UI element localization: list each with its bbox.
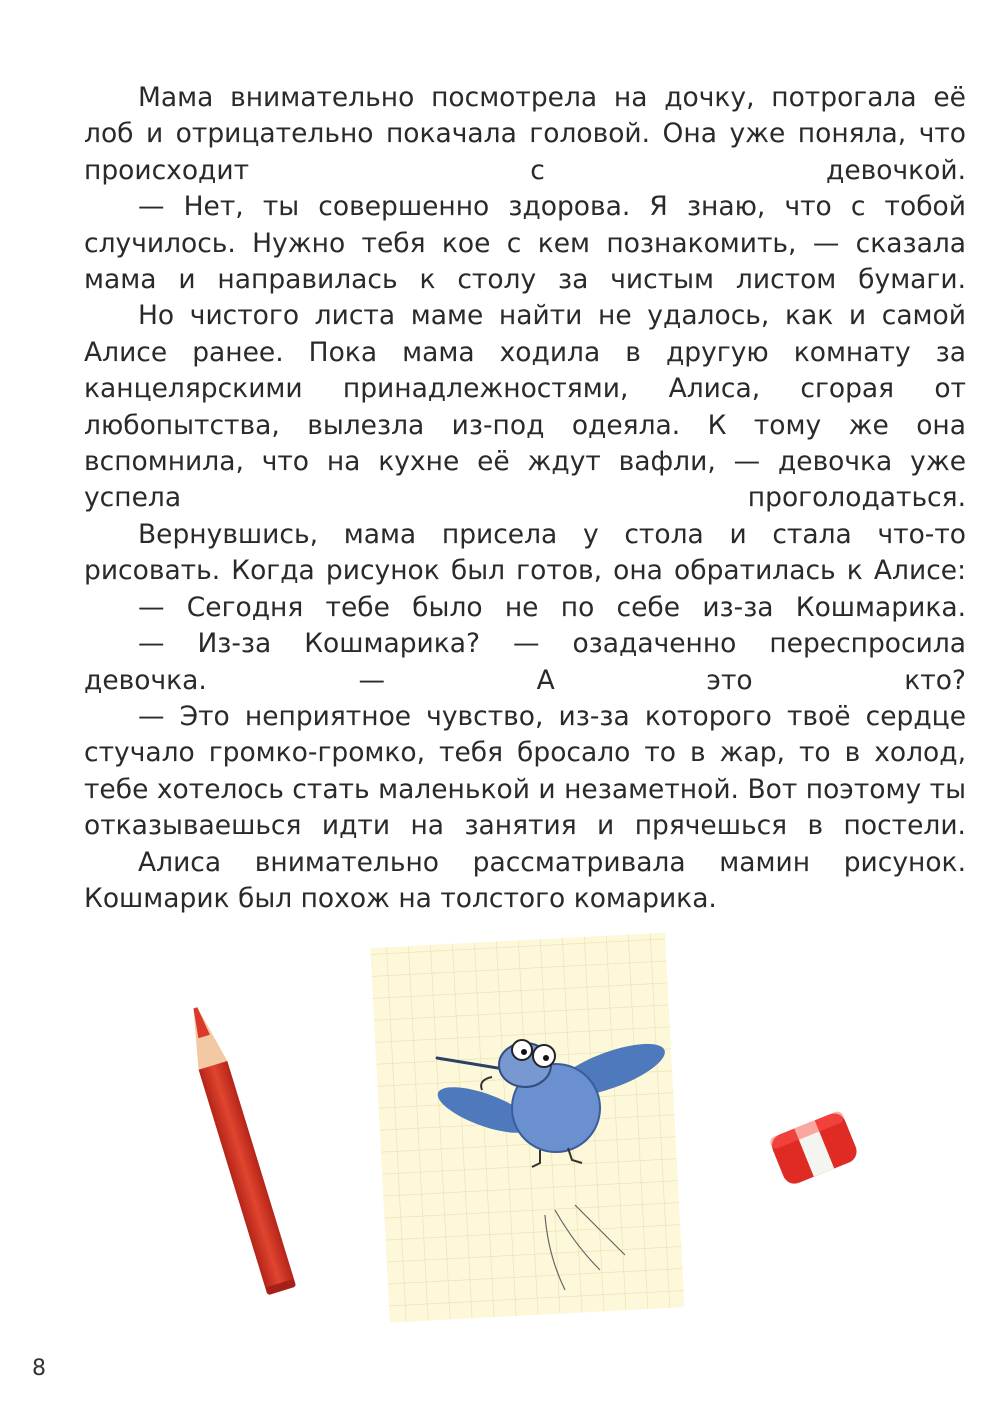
red-pencil-icon <box>181 1003 296 1295</box>
illustration <box>0 900 1000 1360</box>
paragraph: — Нет, ты совершенно здорова. Я знаю, что с тобой случилось. Нужно тебя кое с кем познакомить, — сказала мама и направилась к столу за чистым листом бумаги. <box>84 191 966 296</box>
paragraph: Вернувшись, мама присела у стола и стала что-то рисовать. Когда рисунок был готов, она обратилась к Алисе: <box>84 518 966 587</box>
paragraph: — Сегодня тебе было не по себе из-за Кошмарика. <box>138 591 966 623</box>
eraser-icon <box>768 1110 860 1187</box>
story-text <box>84 80 966 917</box>
paragraph: Но чистого листа маме найти не удалось, как и самой Алисе ранее. Пока мама ходила в другую комнату за канцелярскими принадлежностями, Алиса, сгорая от любопытства, вылезла из-под одеяла. К тому же она вспомнила, что на кухне её ждут вафли, — девочка уже успела проголодаться. <box>84 300 966 514</box>
paragraph: Мама внимательно посмотрела на дочку, потрогала её лоб и отрицательно покачала головой. Она уже поняла, что происходит с девочкой. <box>84 82 966 186</box>
paragraph: Алиса внимательно рассматривала мамин рисунок. Кошмарик был похож на толстого комарика. <box>84 846 966 914</box>
page-number: 8 <box>32 1356 46 1381</box>
paragraph: — Из-за Кошмарика? — озадаченно переспросила девочка. — А это кто? <box>84 628 966 696</box>
paragraph: — Это неприятное чувство, из-за которого твоё сердце стучало громко-громко, тебя бросало то в жар, то в холод, тебе хотелось стать маленькой и незаметной. Вот поэтому ты отказываешься идти на занятия и прячешься в постели. <box>84 700 966 842</box>
